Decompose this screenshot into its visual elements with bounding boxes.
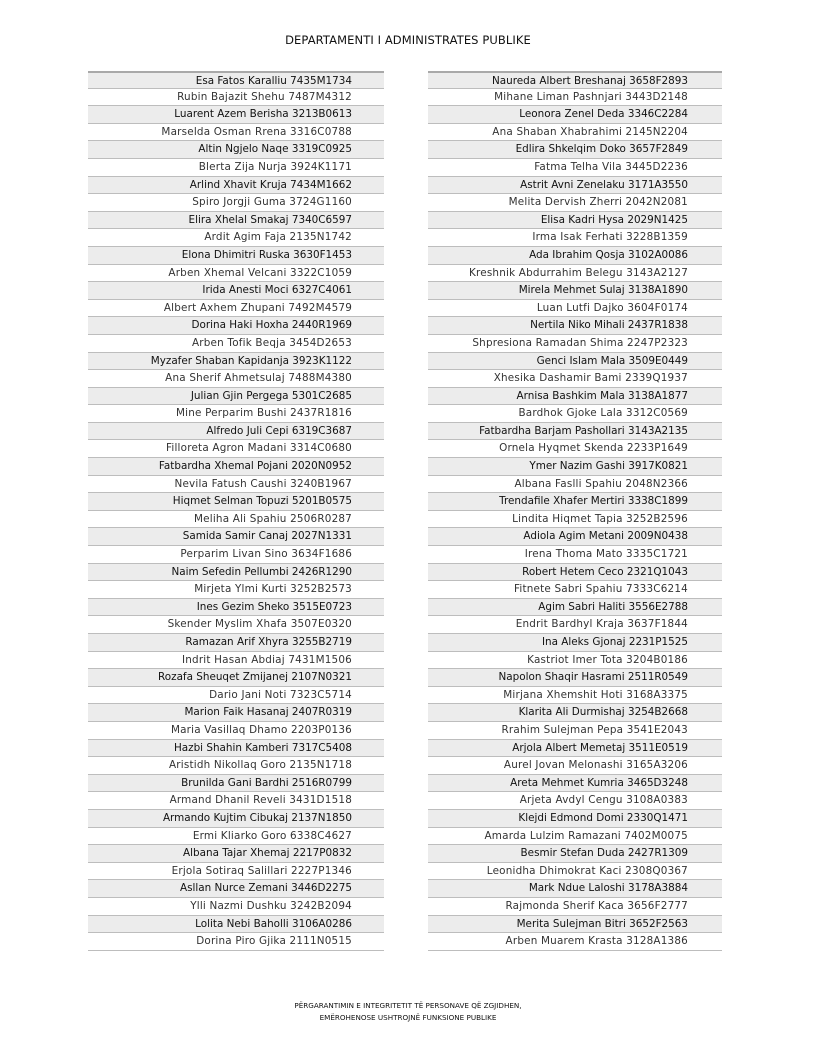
- page-title: DEPARTAMENTI I ADMINISTRATES PUBLIKE: [285, 33, 531, 47]
- list-item: Luarent Azem Berisha 3213B0613: [88, 106, 384, 124]
- list-item: Altin Ngjelo Naqe 3319C0925: [88, 141, 384, 159]
- list-item: Meliha Ali Spahiu 2506R0287: [88, 511, 384, 529]
- list-item: Filloreta Agron Madani 3314C0680: [88, 440, 384, 458]
- list-item: Esa Fatos Karalliu 7435M1734: [88, 71, 384, 89]
- list-item: Ermi Kliarko Goro 6338C4627: [88, 828, 384, 846]
- list-item: Rrahim Sulejman Pepa 3541E2043: [428, 722, 722, 740]
- list-item: Arnisa Bashkim Mala 3138A1877: [428, 388, 722, 406]
- list-item: Amarda Lulzim Ramazani 7402M0075: [428, 828, 722, 846]
- list-item: Mark Ndue Laloshi 3178A3884: [428, 880, 722, 898]
- list-item: Fitnete Sabri Spahiu 7333C6214: [428, 581, 722, 599]
- footer-line-1: PËRGARANTIMIN E INTEGRITETIT TË PERSONAVE QË ZGJIDHEN,: [294, 1001, 522, 1010]
- list-item: Trendafile Xhafer Mertiri 3338C1899: [428, 493, 722, 511]
- list-item: Armand Dhanil Reveli 3431D1518: [88, 792, 384, 810]
- list-item: Aurel Jovan Melonashi 3165A3206: [428, 757, 722, 775]
- list-item: Maria Vasillaq Dhamo 2203P0136: [88, 722, 384, 740]
- list-item: Klarita Ali Durmishaj 3254B2668: [428, 704, 722, 722]
- list-item: Arlind Xhavit Kruja 7434M1662: [88, 177, 384, 195]
- list-item: Leonidha Dhimokrat Kaci 2308Q0367: [428, 863, 722, 881]
- list-item: Merita Sulejman Bitri 3652F2563: [428, 916, 722, 934]
- list-item: Spiro Jorgji Guma 3724G1160: [88, 194, 384, 212]
- list-item: Alfredo Juli Cepi 6319C3687: [88, 423, 384, 441]
- list-item: Klejdi Edmond Domi 2330Q1471: [428, 810, 722, 828]
- list-item: Fatbardha Xhemal Pojani 2020N0952: [88, 458, 384, 476]
- list-item: Elona Dhimitri Ruska 3630F1453: [88, 247, 384, 265]
- list-item: Blerta Zija Nurja 3924K1171: [88, 159, 384, 177]
- list-item: Marion Faik Hasanaj 2407R0319: [88, 704, 384, 722]
- list-item: Xhesika Dashamir Bami 2339Q1937: [428, 370, 722, 388]
- list-item: Napolon Shaqir Hasrami 2511R0549: [428, 669, 722, 687]
- list-item: Mihane Liman Pashnjari 3443D2148: [428, 89, 722, 107]
- list-item: Marselda Osman Rrena 3316C0788: [88, 124, 384, 142]
- list-item: Arjeta Avdyl Cengu 3108A0383: [428, 792, 722, 810]
- list-item: Ornela Hyqmet Skenda 2233P1649: [428, 440, 722, 458]
- list-item: Samida Samir Canaj 2027N1331: [88, 528, 384, 546]
- list-item: Elisa Kadri Hysa 2029N1425: [428, 212, 722, 230]
- list-item: Ramazan Arif Xhyra 3255B2719: [88, 634, 384, 652]
- list-item: Skender Myslim Xhafa 3507E0320: [88, 616, 384, 634]
- list-item: Rajmonda Sherif Kaca 3656F2777: [428, 898, 722, 916]
- list-item: Kreshnik Abdurrahim Belegu 3143A2127: [428, 265, 722, 283]
- list-item: Dorina Haki Hoxha 2440R1969: [88, 317, 384, 335]
- list-item: Lolita Nebi Baholli 3106A0286: [88, 916, 384, 934]
- right-name-list: [428, 71, 722, 951]
- list-item: Ines Gezim Sheko 3515E0723: [88, 599, 384, 617]
- list-item: Adiola Agim Metani 2009N0438: [428, 528, 722, 546]
- list-item: Fatbardha Barjam Pashollari 3143A2135: [428, 423, 722, 441]
- list-item: Luan Lutfi Dajko 3604F0174: [428, 300, 722, 318]
- list-item: Endrit Bardhyl Kraja 3637F1844: [428, 616, 722, 634]
- list-item: Albana Tajar Xhemaj 2217P0832: [88, 845, 384, 863]
- list-item: Irena Thoma Mato 3335C1721: [428, 546, 722, 564]
- list-item: Nevila Fatush Caushi 3240B1967: [88, 476, 384, 494]
- list-item: Agim Sabri Haliti 3556E2788: [428, 599, 722, 617]
- list-item: Bardhok Gjoke Lala 3312C0569: [428, 405, 722, 423]
- list-item: Asllan Nurce Zemani 3446D2275: [88, 880, 384, 898]
- list-item: Areta Mehmet Kumria 3465D3248: [428, 775, 722, 793]
- list-item: Julian Gjin Pergega 5301C2685: [88, 388, 384, 406]
- list-item: Brunilda Gani Bardhi 2516R0799: [88, 775, 384, 793]
- list-item: Mirjana Xhemshit Hoti 3168A3375: [428, 687, 722, 705]
- list-item: Ymer Nazim Gashi 3917K0821: [428, 458, 722, 476]
- list-item: Mirjeta Ylmi Kurti 3252B2573: [88, 581, 384, 599]
- list-item: Ylli Nazmi Dushku 3242B2094: [88, 898, 384, 916]
- list-item: Ina Aleks Gjonaj 2231P1525: [428, 634, 722, 652]
- list-item: Perparim Livan Sino 3634F1686: [88, 546, 384, 564]
- list-item: Arben Muarem Krasta 3128A1386: [428, 933, 722, 951]
- list-item: Fatma Telha Vila 3445D2236: [428, 159, 722, 177]
- list-item: Ana Sherif Ahmetsulaj 7488M4380: [88, 370, 384, 388]
- list-item: Ardit Agim Faja 2135N1742: [88, 229, 384, 247]
- list-item: Melita Dervish Zherri 2042N2081: [428, 194, 722, 212]
- left-name-list: [88, 71, 384, 951]
- list-item: Robert Hetem Ceco 2321Q1043: [428, 564, 722, 582]
- list-item: Naureda Albert Breshanaj 3658F2893: [428, 71, 722, 89]
- list-item: Mine Perparim Bushi 2437R1816: [88, 405, 384, 423]
- list-item: Hiqmet Selman Topuzi 5201B0575: [88, 493, 384, 511]
- list-item: Albana Faslli Spahiu 2048N2366: [428, 476, 722, 494]
- list-item: Lindita Hiqmet Tapia 3252B2596: [428, 511, 722, 529]
- list-item: Ada Ibrahim Qosja 3102A0086: [428, 247, 722, 265]
- list-item: Besmir Stefan Duda 2427R1309: [428, 845, 722, 863]
- list-item: Mirela Mehmet Sulaj 3138A1890: [428, 282, 722, 300]
- list-item: Erjola Sotiraq Salillari 2227P1346: [88, 863, 384, 881]
- list-item: Rozafa Sheuqet Zmijanej 2107N0321: [88, 669, 384, 687]
- list-item: Shpresiona Ramadan Shima 2247P2323: [428, 335, 722, 353]
- list-item: Nertila Niko Mihali 2437R1838: [428, 317, 722, 335]
- list-item: Dorina Piro Gjika 2111N0515: [88, 933, 384, 951]
- list-item: Leonora Zenel Deda 3346C2284: [428, 106, 722, 124]
- list-item: Irma Isak Ferhati 3228B1359: [428, 229, 722, 247]
- page-footer: [0, 1000, 816, 1024]
- list-item: Kastriot Imer Tota 3204B0186: [428, 652, 722, 670]
- list-item: Aristidh Nikollaq Goro 2135N1718: [88, 757, 384, 775]
- list-item: Arben Xhemal Velcani 3322C1059: [88, 265, 384, 283]
- list-item: Elira Xhelal Smakaj 7340C6597: [88, 212, 384, 230]
- list-item: Rubin Bajazit Shehu 7487M4312: [88, 89, 384, 107]
- list-item: Astrit Avni Zenelaku 3171A3550: [428, 177, 722, 195]
- list-item: Dario Jani Noti 7323C5714: [88, 687, 384, 705]
- list-item: Edlira Shkelqim Doko 3657F2849: [428, 141, 722, 159]
- list-item: Ana Shaban Xhabrahimi 2145N2204: [428, 124, 722, 142]
- list-item: Hazbi Shahin Kamberi 7317C5408: [88, 740, 384, 758]
- list-item: Naim Sefedin Pellumbi 2426R1290: [88, 564, 384, 582]
- list-item: Armando Kujtim Cibukaj 2137N1850: [88, 810, 384, 828]
- list-item: Myzafer Shaban Kapidanja 3923K1122: [88, 353, 384, 371]
- list-item: Indrit Hasan Abdiaj 7431M1506: [88, 652, 384, 670]
- list-item: Arben Tofik Beqja 3454D2653: [88, 335, 384, 353]
- list-item: Albert Axhem Zhupani 7492M4579: [88, 300, 384, 318]
- footer-line-2: EMËROHENOSE USHTROJNË FUNKSIONE PUBLIKE: [319, 1013, 497, 1022]
- list-item: Arjola Albert Memetaj 3511E0519: [428, 740, 722, 758]
- list-item: Genci Islam Mala 3509E0449: [428, 353, 722, 371]
- list-item: Irida Anesti Moci 6327C4061: [88, 282, 384, 300]
